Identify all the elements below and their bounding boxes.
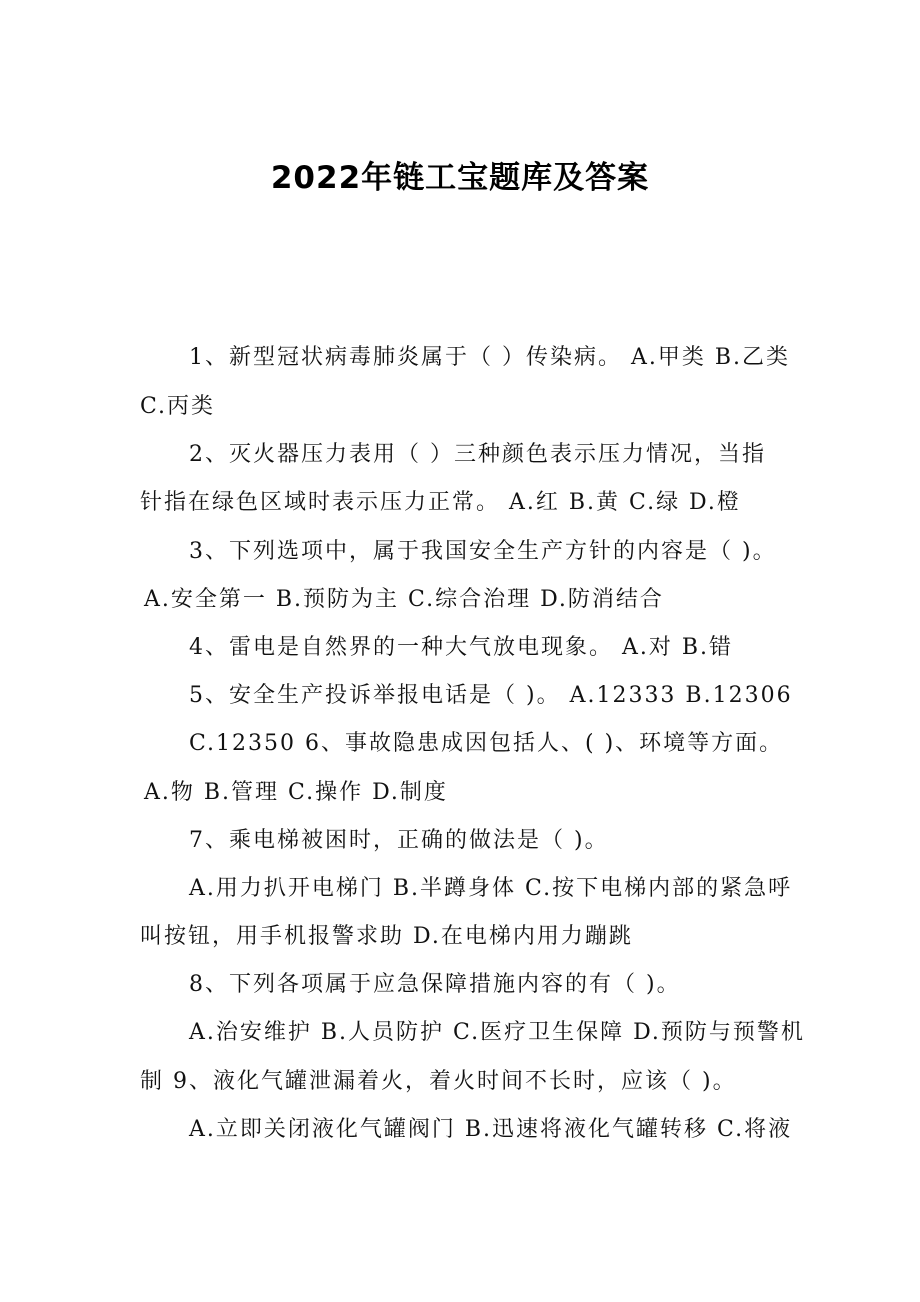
text-line: 针指在绿色区域时表示压力正常。 A.红 B.黄 C.绿 D.橙 [140,490,741,515]
text-line: 制 9、液化气罐泄漏着火，着火时间不长时，应该（ )。 [140,1069,737,1094]
text-line: 8、下列各项属于应急保障措施内容的有（ )。 [189,972,681,997]
text-line: 2、灭火器压力表用（ ）三种颜色表示压力情况，当指 [189,442,766,467]
text-line: C.丙类 [140,394,216,419]
text-line: A.治安维护 B.人员防护 C.医疗卫生保障 D.预防与预警机 [189,1020,805,1045]
document-title: 2022年链工宝题库及答案 [270,160,650,196]
text-line: C.12350 6、事故隐患成因包括人、( )、环境等方面。 [189,731,784,756]
text-line: 7、乘电梯被困时，正确的做法是（ )。 [189,828,609,853]
text-line: 1、新型冠状病毒肺炎属于（ ）传染病。 A.甲类 B.乙类 [189,345,791,370]
text-line: 4、雷电是自然界的一种大气放电现象。 A.对 B.错 [189,635,734,660]
text-line: A.物 B.管理 C.操作 D.制度 [144,780,448,805]
text-line: 5、安全生产投诉举报电话是（ )。 A.12333 B.12306 [189,683,793,708]
text-line: A.用力扒开电梯门 B.半蹲身体 C.按下电梯内部的紧急呼 [189,876,793,901]
text-line: A.立即关闭液化气罐阀门 B.迅速将液化气罐转移 C.将液 [189,1117,793,1142]
text-line: A.安全第一 B.预防为主 C.综合治理 D.防消结合 [144,587,664,612]
text-line: 3、下列选项中，属于我国安全生产方针的内容是（ )。 [189,539,777,564]
text-line: 叫按钮，用手机报警求助 D.在电梯内用力蹦跳 [140,924,633,949]
